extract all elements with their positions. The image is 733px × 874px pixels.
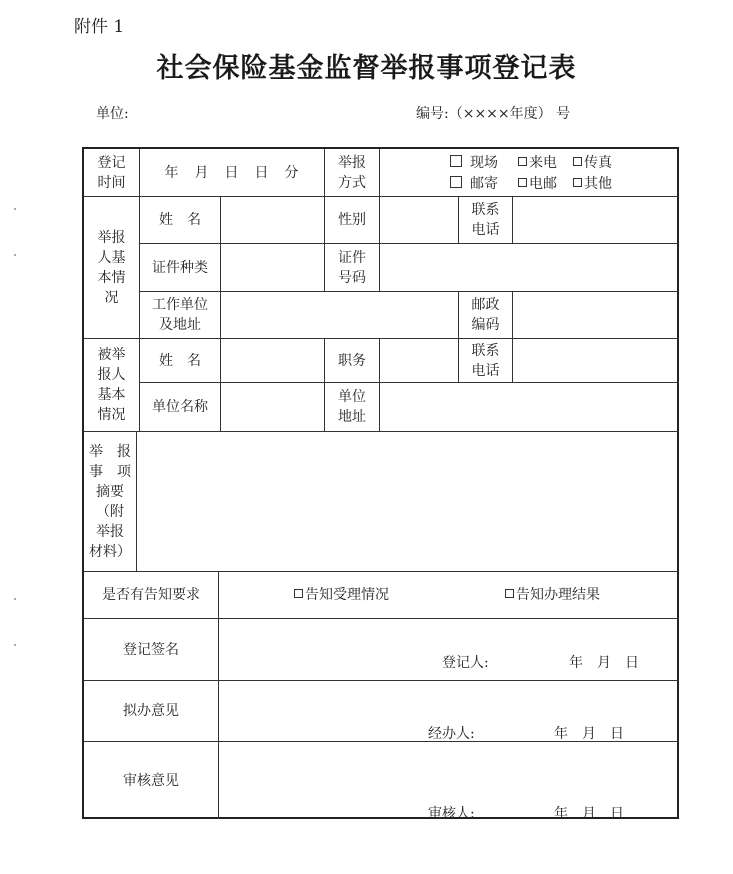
form-title: 社会保险基金监督举报事项登记表 (156, 53, 577, 84)
method-option-mail[interactable] (450, 174, 498, 194)
reported-unit-name-label: 单位名称 (152, 399, 208, 415)
method-option-label: 电邮 (529, 176, 557, 192)
reporter-workplace-label-line: 及地址 (159, 317, 201, 333)
method-option-call[interactable] (518, 153, 557, 173)
proposal-opinion-label: 拟办意见 (123, 703, 179, 719)
scan-speck (14, 644, 16, 646)
reported-unit-name-field[interactable] (221, 383, 324, 431)
proposal-date-label: 年 月 日 (554, 726, 624, 742)
method-option-other[interactable] (573, 174, 612, 194)
notify-option-label: 告知受理情况 (305, 587, 389, 603)
notify-result-option[interactable] (505, 585, 600, 605)
reported-section-label (84, 339, 139, 431)
review-reviewer-label: 审核人: (428, 806, 475, 822)
method-option-label: 其他 (584, 176, 612, 192)
report-summary-label-line: 举报 (96, 523, 124, 540)
reporter-gender-label: 性别 (338, 212, 366, 228)
scan-speck (14, 598, 16, 600)
reporter-phone-label-line: 联系 (471, 202, 500, 218)
reported-section-label-line: 基本 (97, 387, 126, 403)
reporter-id-type-field[interactable] (221, 244, 324, 291)
reporter-section-label-line: 本情 (97, 269, 126, 286)
reporter-id-type-label: 证件种类 (152, 259, 208, 276)
reported-unit-address-field[interactable] (380, 383, 679, 431)
register-time-label (84, 149, 139, 196)
reporter-phone-label-line: 电话 (471, 222, 500, 238)
reporter-section-label-line: 况 (104, 289, 119, 306)
reported-phone-field[interactable] (513, 339, 679, 382)
reporter-id-number-label-line: 号码 (338, 269, 366, 286)
reported-position-field[interactable] (380, 339, 458, 382)
notify-requirement-label: 是否有告知要求 (102, 587, 200, 603)
report-summary-label-line: （附 (96, 503, 124, 520)
method-option-email[interactable] (518, 174, 557, 194)
reporter-postcode-label-line: 邮政 (471, 297, 500, 313)
register-time-label-line: 登记 (97, 154, 126, 171)
reporter-postcode-label-line: 编码 (471, 317, 500, 333)
reporter-id-number-label-line: 证件 (338, 249, 366, 266)
reported-unit-address-label (325, 383, 379, 431)
method-option-label: 邮寄 (470, 176, 498, 192)
review-opinion-label: 审核意见 (123, 772, 179, 789)
checkbox-icon[interactable] (518, 157, 527, 166)
reported-position-label: 职务 (338, 352, 366, 369)
notify-acceptance-option[interactable] (294, 585, 389, 605)
checkbox-icon[interactable] (450, 155, 462, 167)
report-summary-label-line: 摘要 (96, 483, 124, 500)
report-method-label (325, 149, 379, 196)
reporter-id-number-label (325, 244, 379, 291)
reported-section-label-line: 被举 (97, 347, 126, 363)
register-time-field[interactable]: 年 月 日 日 分 (164, 164, 300, 181)
serial-number-label: 编号:（××××年度） 号 (416, 106, 571, 122)
checkbox-icon[interactable] (505, 589, 514, 598)
checkbox-icon[interactable] (573, 157, 582, 166)
reporter-postcode-field[interactable] (513, 292, 679, 338)
register-signature-label: 登记签名 (123, 641, 179, 658)
register-time-label-line: 时间 (97, 174, 126, 191)
method-option-fax[interactable] (573, 153, 612, 173)
report-summary-label-line: 事 项 (89, 463, 131, 480)
reporter-section-label (84, 197, 139, 338)
notify-option-label: 告知办理结果 (516, 587, 600, 603)
proposal-handler-label: 经办人: (428, 726, 475, 742)
reporter-name-field[interactable] (221, 197, 324, 243)
checkbox-icon[interactable] (294, 589, 303, 598)
reporter-phone-field[interactable] (513, 197, 679, 243)
reporter-gender-field[interactable] (380, 197, 458, 243)
registration-form-table (82, 147, 679, 822)
reporter-phone-label (459, 197, 512, 243)
report-summary-field[interactable] (137, 432, 679, 571)
reported-name-label: 姓 名 (159, 352, 201, 369)
report-method-label-line: 方式 (338, 174, 366, 191)
review-date-label: 年 月 日 (554, 806, 624, 822)
reported-name-field[interactable] (221, 339, 324, 382)
reported-section-label-line: 情况 (97, 407, 126, 423)
reporter-section-label-line: 人基 (97, 249, 126, 266)
col-divider (218, 571, 219, 819)
method-option-onsite[interactable] (450, 153, 498, 173)
reporter-workplace-field[interactable] (221, 292, 458, 338)
reported-section-label-line: 报人 (97, 367, 126, 383)
reporter-section-label-line: 举报 (97, 229, 126, 246)
scan-speck (14, 254, 16, 256)
report-summary-label-line: 举 报 (89, 443, 131, 460)
report-summary-label (84, 432, 136, 571)
reported-unit-address-label-line: 地址 (338, 409, 366, 425)
reported-phone-label-line: 电话 (471, 362, 500, 379)
reporter-name-label: 姓 名 (159, 212, 201, 228)
method-option-label: 传真 (584, 155, 612, 171)
unit-label: 单位: (96, 106, 129, 122)
reported-phone-label (459, 339, 512, 382)
reported-unit-address-label-line: 单位 (338, 389, 366, 405)
attachment-label: 附件 1 (74, 17, 125, 37)
method-option-label: 现场 (470, 155, 498, 171)
reporter-workplace-label (140, 292, 220, 338)
checkbox-icon[interactable] (573, 178, 582, 187)
checkbox-icon[interactable] (518, 178, 527, 187)
reporter-id-number-field[interactable] (380, 244, 679, 291)
checkbox-icon[interactable] (450, 176, 462, 188)
register-signer-label: 登记人: (442, 655, 489, 671)
report-method-label-line: 举报 (338, 154, 366, 171)
register-date-label: 年 月 日 (569, 655, 639, 671)
method-option-label: 来电 (529, 155, 557, 171)
reporter-postcode-label (459, 292, 512, 338)
reported-phone-label-line: 联系 (471, 342, 500, 359)
scan-speck (14, 208, 16, 210)
reporter-workplace-label-line: 工作单位 (152, 297, 208, 313)
report-summary-label-line: 材料） (89, 543, 131, 560)
